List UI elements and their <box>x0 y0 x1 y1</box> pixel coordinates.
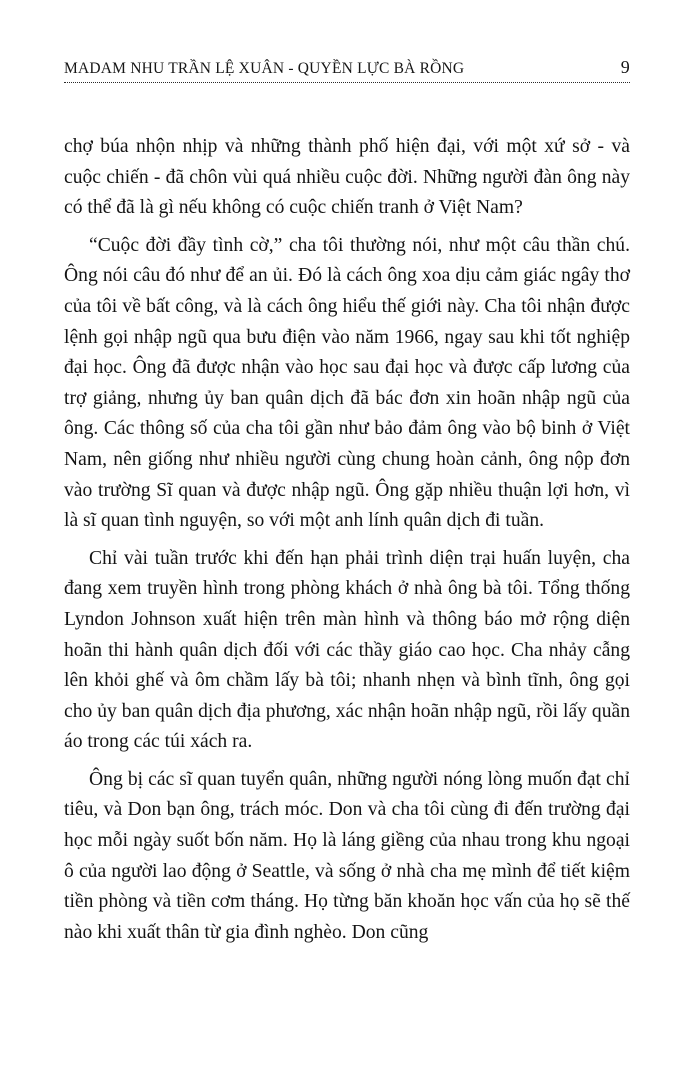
paragraph: Ông bị các sĩ quan tuyển quân, những người nóng lòng muốn đạt chỉ tiêu, và Don bạn ông, trách móc. Don và cha tôi cùng đi đến trường đại học mỗi ngày suốt bốn năm. Họ là láng giềng của nhau trong khu ngoại ô của người lao động ở Seattle, và sống ở nhà cha mẹ mình để tiết kiệm tiền phòng và tiền cơm tháng. Họ từng băn khoăn học vấn của họ sẽ thế nào khi xuất thân từ gia đình nghèo. Don cũng <box>64 768 630 943</box>
paragraph: “Cuộc đời đầy tình cờ,” cha tôi thường nói, như một câu thần chú. Ông nói câu đó như để an ủi. Đó là cách ông xoa dịu cảm giác ngây thơ của tôi về bất công, và là cách ông hiểu thế giới này. Cha tôi nhận được lệnh gọi nhập ngũ qua bưu điện vào năm 1966, ngay sau khi tốt nghiệp đại học. Ông đã được nhận vào học sau đại học và được cấp lương của trợ giảng, nhưng ủy ban quân dịch đã bác đơn xin hoãn nhập ngũ của ông. Các thông số của cha tôi gần như bảo đảm ông vào bộ binh ở Việt Nam, nên giống như nhiều người cùng chung hoàn cảnh, ông nộp đơn vào trường Sĩ quan và được nhập ngũ. Ông gặp nhiều thuận lợi hơn, vì là sĩ quan tình nguyện, so với một anh lính quân dịch đi tuần. <box>64 234 630 532</box>
page-number: 9 <box>620 57 630 77</box>
paragraph-continued: chợ búa nhộn nhịp và những thành phố hiện đại, với một xứ sở - và cuộc chiến - đã chôn vùi quá nhiều cuộc đời. Những người đàn ông này có thể đã là gì nếu không có cuộc chiến tranh ở Việt Nam? <box>64 136 630 219</box>
paragraph: Chỉ vài tuần trước khi đến hạn phải trình diện trại huấn luyện, cha đang xem truyền hình trong phòng khách ở nhà ông bà tôi. Tổng thống Lyndon Johnson xuất hiện trên màn hình và thông báo mở rộng diện hoãn thi hành quân dịch đối với các thầy giáo cao học. Cha nhảy cẫng lên khỏi ghế và ôm chầm lấy bà tôi; nhanh nhẹn và bình tĩnh, ông gọi cho ủy ban quân dịch địa phương, xác nhận hoãn nhập ngũ, rồi lấy quần áo trong các túi xách ra. <box>64 547 630 753</box>
body-text <box>64 132 630 955</box>
header-dotted-rule <box>64 82 630 83</box>
running-header <box>64 57 630 86</box>
running-title: MADAM NHU TRẦN LỆ XUÂN - QUYỀN LỰC BÀ RỒNG <box>64 60 465 77</box>
